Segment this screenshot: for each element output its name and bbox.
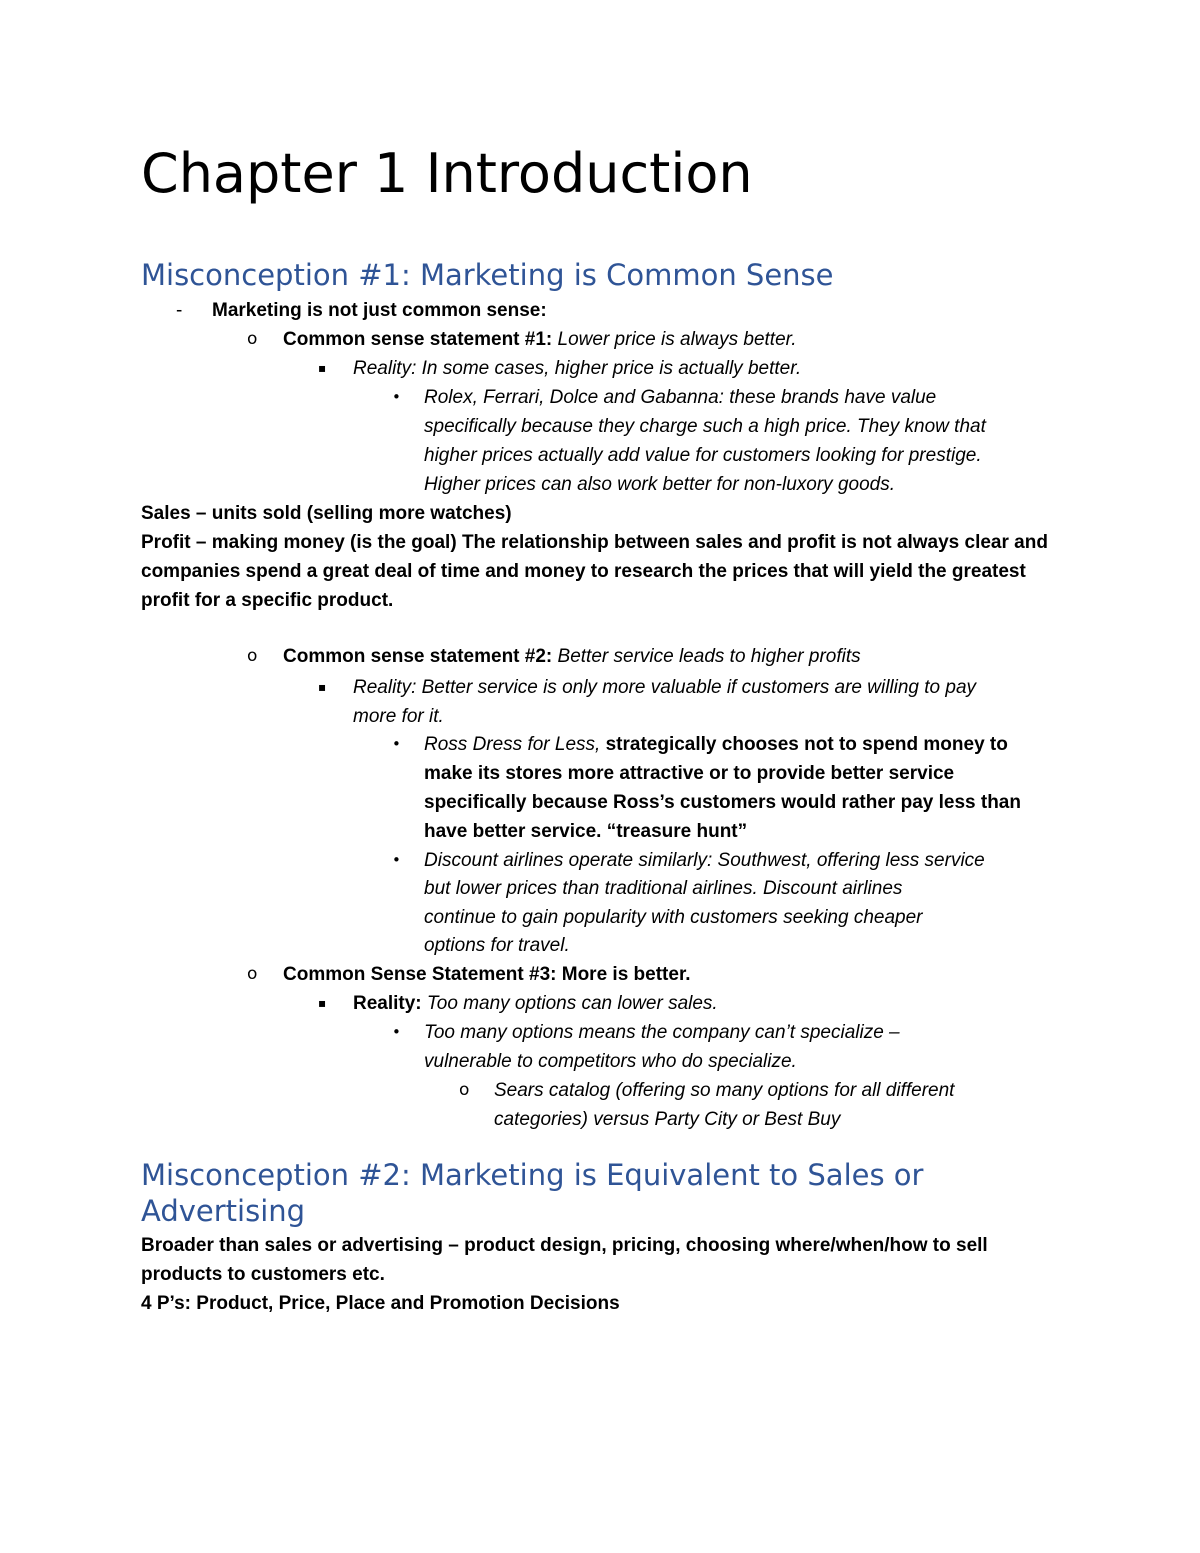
statement-3-text: More is better.	[561, 964, 691, 985]
statement-3-reality-label: Reality:	[353, 993, 422, 1014]
dash-bullet: -	[176, 300, 183, 321]
square-bullet: ▪	[318, 996, 327, 1010]
four-ps-text: Product, Price, Place and Promotion Decisions	[196, 1293, 620, 1314]
statement-2-reality-line: Reality: Better service is only more valuable if customers are willing to pay	[353, 677, 977, 698]
statement-2	[283, 642, 861, 671]
statement-3-reality	[353, 989, 718, 1018]
profit-note: Profit – making money (is the goal) The relationship between sales and profit is not always clear and companies spend a great deal of time and money to research the prices that will yield the greatest profit for a specific product.	[141, 532, 1048, 611]
statement-3-detail-line: vulnerable to competitors who do specialize.	[424, 1051, 797, 1072]
airlines-line: but lower prices than traditional airlines. Discount airlines	[424, 878, 903, 899]
statement-1-example-line: specifically because they charge such a high price. They know that	[424, 416, 986, 437]
statement-3-reality-text: Too many options can lower sales.	[426, 993, 718, 1014]
statement-1-label: Common sense statement #1:	[283, 329, 553, 350]
point-not-common-sense: Marketing is not just common sense:	[212, 300, 547, 321]
airlines-line: Discount airlines operate similarly: Southwest, offering less service	[424, 850, 985, 871]
ross-line: strategically chooses not to spend money to	[605, 734, 1008, 755]
misconception-2-heading-line: Advertising	[141, 1194, 306, 1228]
circle-bullet: o	[247, 329, 258, 349]
round-bullet: •	[392, 735, 401, 753]
misconception-2-heading-line: Misconception #2: Marketing is Equivalent to Sales or	[141, 1158, 924, 1192]
ross-example	[424, 730, 1008, 759]
statement-3-label: Common Sense Statement #3:	[283, 964, 557, 985]
statement-2-text: Better service leads to higher profits	[557, 646, 861, 667]
statement-3	[283, 960, 691, 989]
statement-3-detail-line: Too many options means the company can’t specialize –	[424, 1022, 900, 1043]
misconception-1-heading: Misconception #1: Marketing is Common Sense	[141, 258, 834, 292]
airlines-line: continue to gain popularity with customers seeking cheaper	[424, 907, 923, 928]
round-bullet: •	[392, 388, 401, 406]
square-bullet: ▪	[318, 680, 327, 694]
statement-2-reality-line: more for it.	[353, 706, 444, 727]
statement-1-example-line: Higher prices can also work better for non-luxory goods.	[424, 474, 896, 495]
statement-1-reality: Reality: In some cases, higher price is actually better.	[353, 358, 802, 379]
statement-1-example-line: higher prices actually add value for customers looking for prestige.	[424, 445, 982, 466]
round-bullet: •	[392, 1023, 401, 1041]
four-ps	[141, 1289, 620, 1318]
sears-example-line: Sears catalog (offering so many options for all different	[494, 1080, 955, 1101]
round-bullet: •	[392, 851, 401, 869]
four-ps-label: 4 P’s:	[141, 1293, 191, 1314]
sales-note: Sales – units sold (selling more watches)	[141, 503, 512, 524]
sears-example-line: categories) versus Party City or Best Buy	[494, 1109, 841, 1130]
circle-bullet: o	[247, 646, 258, 666]
ross-name: Ross Dress for Less,	[424, 734, 601, 755]
chapter-title: Chapter 1 Introduction	[141, 142, 753, 205]
circle-bullet: o	[459, 1080, 470, 1100]
broader-line: products to customers etc.	[141, 1264, 385, 1285]
airlines-line: options for travel.	[424, 935, 570, 956]
square-bullet: ▪	[318, 361, 327, 375]
broader-line: Broader than sales or advertising – product design, pricing, choosing where/when/how to sell	[141, 1235, 988, 1256]
circle-bullet: o	[247, 964, 258, 984]
statement-1	[283, 325, 797, 354]
ross-line: make its stores more attractive or to provide better service	[424, 763, 955, 784]
statement-1-example-line: Rolex, Ferrari, Dolce and Gabanna: these brands have value	[424, 387, 937, 408]
ross-line: specifically because Ross’s customers would rather pay less than	[424, 792, 1021, 813]
statement-1-text: Lower price is always better.	[557, 329, 797, 350]
statement-2-label: Common sense statement #2:	[283, 646, 553, 667]
ross-line: have better service. “treasure hunt”	[424, 821, 748, 842]
